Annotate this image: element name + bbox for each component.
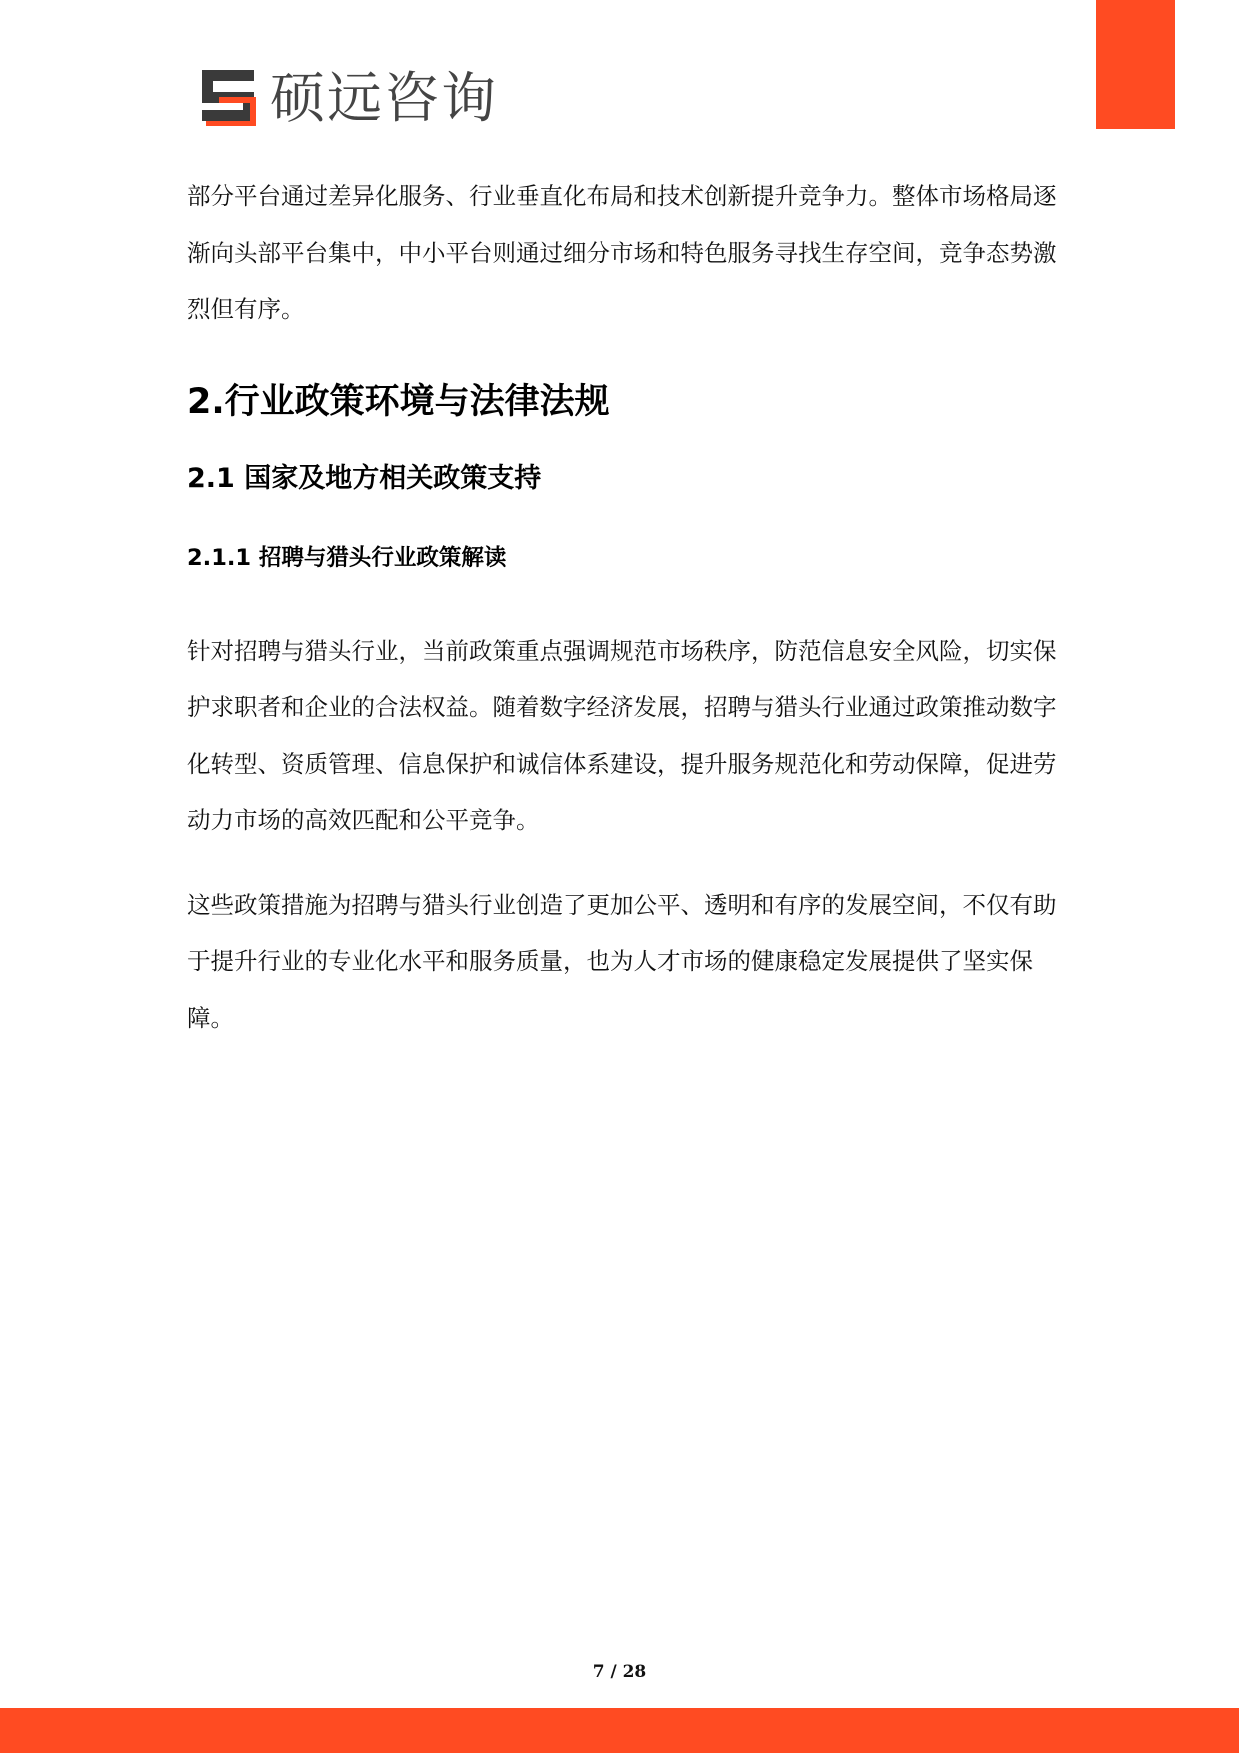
brand-name: 硕远咨询 [270, 66, 499, 130]
header-accent-tab [1096, 0, 1175, 129]
section-title: 2.行业政策环境与法律法规 [187, 381, 610, 422]
brand-logo [202, 68, 498, 128]
policy-paragraph-2: 这些政策措施为招聘与猎头行业创造了更加公平、透明和有序的发展空间，不仅有助于提升行业的专业化水平和服务质量，也为人才市场的健康稳定发展提供了坚实保障。 [187, 890, 1057, 1032]
footer-accent-bar [0, 1708, 1239, 1753]
policy-paragraph-1: 针对招聘与猎头行业，当前政策重点强调规范市场秩序，防范信息安全风险，切实保护求职者和企业的合法权益。随着数字经济发展，招聘与猎头行业通过政策推动数字化转型、资质管理、信息保护和诚信体系建设，提升服务规范化和劳动保障，促进劳动力市场的高效匹配和公平竞争。 [187, 636, 1057, 834]
document-body [187, 168, 1057, 1046]
subsection-title: 2.1 国家及地方相关政策支持 [187, 462, 542, 494]
page-number: 7 / 28 [592, 1662, 647, 1682]
brand-s-mark-icon [202, 70, 258, 126]
intro-paragraph: 部分平台通过差异化服务、行业垂直化布局和技术创新提升竞争力。整体市场格局逐渐向头部平台集中，中小平台则通过细分市场和特色服务寻找生存空间，竞争态势激烈但有序。 [187, 182, 1057, 323]
subsubsection-title: 2.1.1 招聘与猎头行业政策解读 [187, 544, 507, 571]
